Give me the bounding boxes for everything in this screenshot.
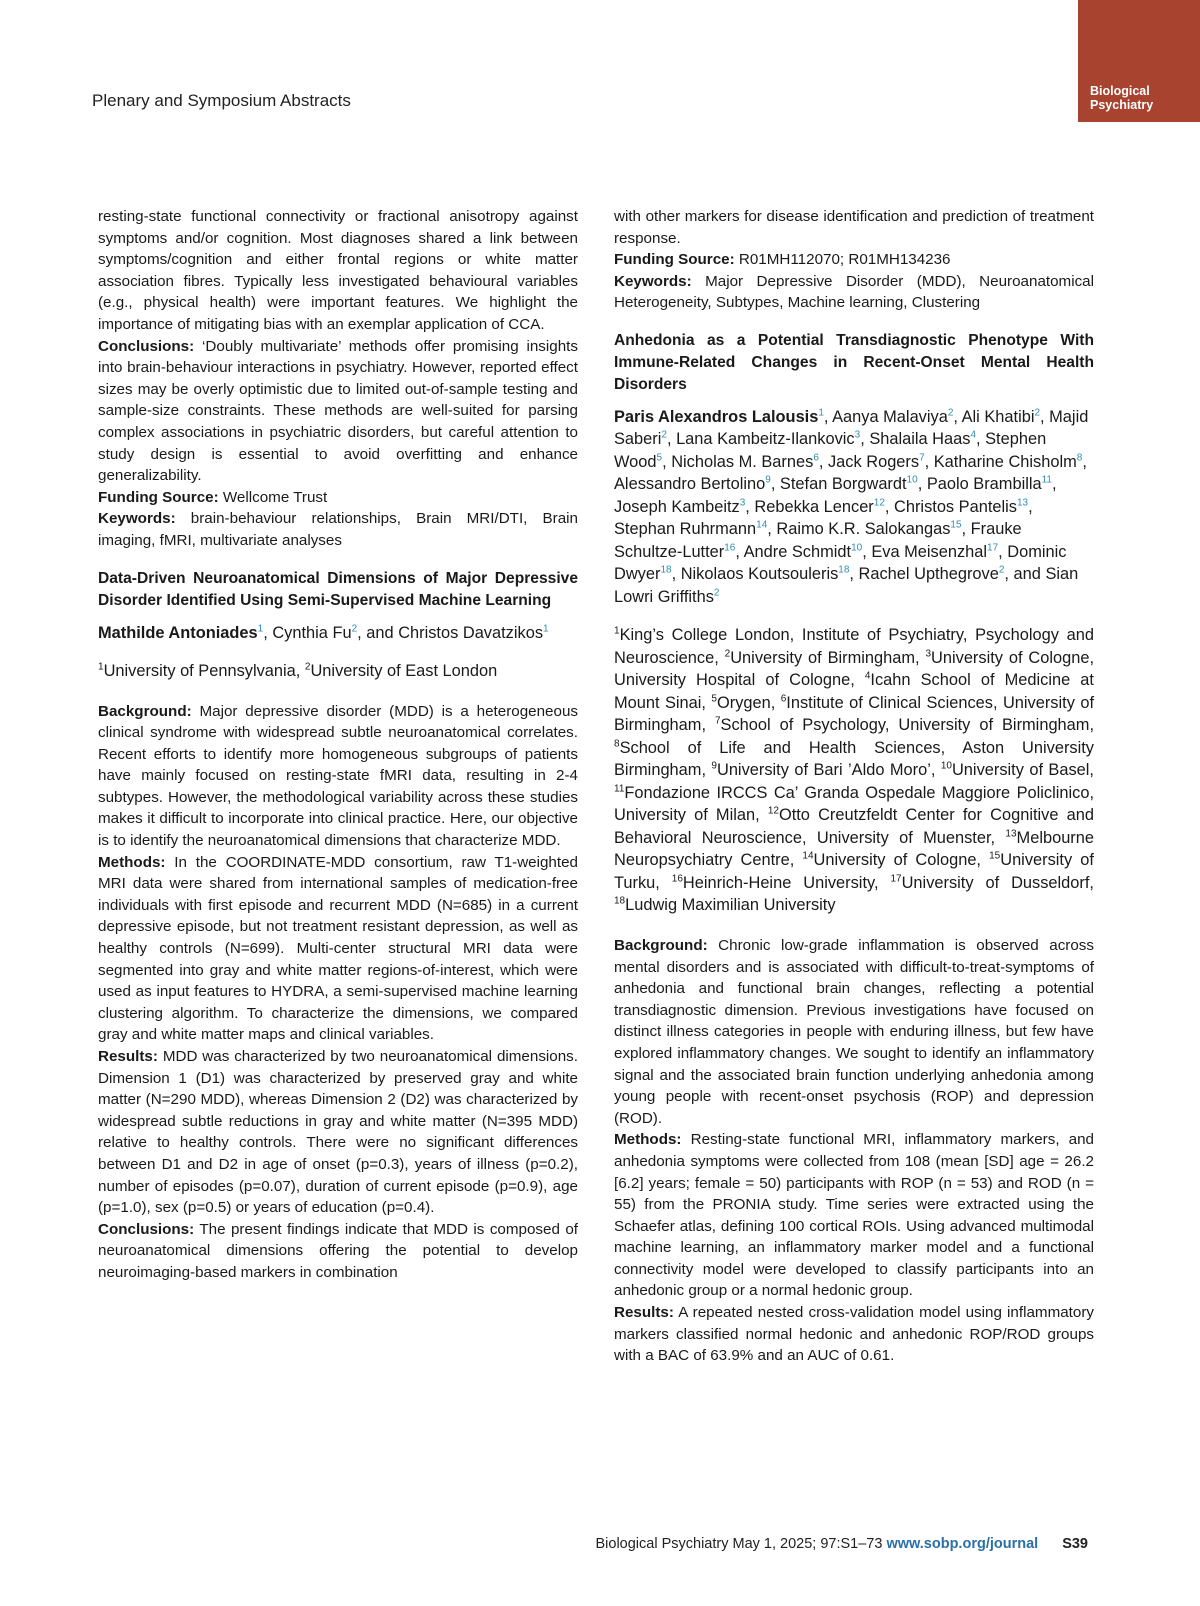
author-affiliation-marker: 17	[987, 542, 999, 554]
section-text: Wellcome Trust	[218, 488, 328, 506]
author-name: Christos Davatzikos	[398, 623, 544, 642]
author-affiliation-marker: 13	[1017, 497, 1029, 509]
abstract1-conclusions	[98, 336, 578, 487]
running-header: Plenary and Symposium Abstracts	[92, 91, 351, 110]
author-separator: ,	[849, 565, 859, 584]
author-name: Andre Schmidt	[743, 542, 852, 561]
affiliation-marker: 14	[802, 851, 814, 862]
author-affiliation-marker: 12	[873, 497, 885, 509]
author-name: Frauke Schultze-Lutter	[614, 520, 1022, 561]
abstract2-affiliations	[98, 660, 578, 683]
author-name: Lana Kambeitz-Ilankovic	[676, 430, 855, 449]
affiliation-text: Institute of Clinical Sciences, University of Birmingham,	[614, 693, 1094, 735]
author-affiliation-marker: 4	[970, 430, 977, 441]
author-name: Mathilde Antoniades	[98, 623, 258, 642]
affiliation-text: Fondazione IRCCS Ca’ Granda Ospedale Maggiore Policlinico, University of Milan,	[614, 783, 1094, 825]
section-text: A repeated nested cross-validation model using inflammatory markers classified normal hedonic and anhedonic ROP/ROD groups with a BAC of 63.9% and an AUC of 0.61.	[614, 1304, 1094, 1365]
abstract3-background	[614, 935, 1094, 1129]
author-separator: ,	[1082, 452, 1087, 471]
author-name: Joseph Kambeitz	[614, 497, 740, 516]
author-affiliation-marker: 6	[813, 452, 819, 464]
affiliation-marker: 15	[989, 851, 1001, 862]
section-label: Keywords:	[98, 510, 176, 528]
author-separator: ,	[671, 565, 681, 584]
section-label: Background:	[98, 702, 192, 720]
section-text: In the COORDINATE-MDD consortium, raw T1-weighted MRI data were shared from international samples of medication-free individuals with first episode and recurrent MDD (N=685) in a current depressive episode, but not treatment resistant depression, as well as healthy controls (N=699). Multi-center structural MRI data were segmented into gray and white matter regions-of-interest, which were used as input features to HYDRA, a semi-supervised machine learning clustering algorithm. To characterize the dimensions, we compared gray and white matter maps and clinical variables.	[98, 853, 578, 1044]
author-separator: ,	[1040, 407, 1050, 426]
affiliation-marker: 6	[780, 693, 787, 705]
author-separator: , and	[357, 623, 399, 642]
abstract2-funding	[614, 249, 1094, 271]
author-separator: ,	[976, 430, 986, 449]
affiliation-marker: 9	[711, 761, 717, 772]
journal-link[interactable]: www.sobp.org/journal	[886, 1536, 1039, 1552]
author-separator: ,	[924, 452, 934, 471]
author-affiliation-marker: 2	[351, 623, 358, 635]
author-separator: ,	[770, 475, 780, 494]
affiliation-text: Melbourne Neuropsychiatry Centre,	[614, 828, 1094, 870]
author-separator: ,	[1028, 497, 1033, 516]
section-text: ‘Doubly multivariate’ methods offer promising insights into brain-behaviour interactions in psychiatry. However, reported effect sizes may be overly optimistic due to limited out-of-sample testing and sample-size constraints. These methods are well-suited for parsing complex associations in psychiatric disorders, but careful attention to study design is essential to avoid overfitting and enhance generalizability.	[98, 337, 578, 485]
author-affiliation-marker: 2	[947, 407, 954, 419]
author-affiliation-marker: 11	[1041, 475, 1052, 486]
author-separator: ,	[998, 542, 1008, 561]
author-name: Cynthia Fu	[272, 623, 352, 642]
author-separator: ,	[953, 407, 962, 426]
author-separator: ,	[767, 520, 777, 539]
abstract2-keywords	[614, 271, 1094, 314]
affiliation-marker: 3	[925, 648, 932, 660]
abstract3-results	[614, 1302, 1094, 1367]
affiliation-text: University of Dusseldorf,	[901, 873, 1094, 892]
author-separator: ,	[666, 430, 677, 449]
author-name: Nikolaos Koutsouleris	[680, 565, 839, 584]
author-name: Sian Lowri Griffiths	[614, 565, 1079, 606]
author-name: Shalaila Haas	[869, 430, 971, 449]
affiliation-text: Heinrich-Heine University,	[682, 873, 891, 892]
author-affiliation-marker: 2	[661, 430, 667, 441]
section-text: Resting-state functional MRI, inflammatory markers, and anhedonia symptoms were collected from 108 (mean [SD] age = 26.2 [6.2] years; female = 50) participants with ROP (n = 53) and ROD (n = 55) from the PRONIA study. Time series were extracted using the Schaefer atlas, defining 100 cortical ROIs. Using advanced multimodal machine learning, an inflammatory marker model and a functional connectivity model were developed to classify participants into an anhedonic group or a normal hedonic group.	[614, 1131, 1094, 1300]
author-affiliation-marker: 15	[950, 520, 962, 531]
author-name: Raimo K.R. Salokangas	[776, 520, 951, 539]
author-name: Dominic Dwyer	[614, 542, 1067, 584]
abstract3-methods	[614, 1129, 1094, 1302]
author-name: Rebekka Lencer	[754, 497, 874, 516]
abstract2-background	[98, 701, 578, 852]
affiliation-marker: 17	[890, 873, 902, 885]
author-separator: ,	[884, 497, 895, 516]
section-label: Funding Source:	[614, 251, 735, 269]
abstract3-authors	[614, 406, 1094, 609]
author-name: Nicholas M. Barnes	[671, 452, 814, 471]
abstract2-conclusions	[98, 1219, 578, 1284]
author-name: Majid Saberi	[614, 407, 1089, 449]
section-label: Conclusions:	[98, 337, 195, 355]
brand-line-2: Psychiatry	[1090, 98, 1154, 112]
affiliation-marker: 4	[864, 671, 871, 682]
affiliation-marker: 8	[614, 738, 620, 750]
section-text: Major depressive disorder (MDD) is a heterogeneous clinical syndrome with widespread subtle neuroanatomical correlates. Recent efforts to identify more homogeneous subgroups of patients have mainly focused on resting-state fMRI data, resulting in 2-4 subtypes. However, the methodological variability across these studies makes it difficult to incorporate into clinical practice. Here, our objective is to identify the neuroanatomical dimensions that characterize MDD.	[98, 702, 578, 850]
affiliation-text: University of Cologne, University Hospital of Cologne,	[614, 648, 1095, 690]
affiliation-text: University of East London	[310, 662, 498, 680]
author-name: Christos Pantelis	[894, 497, 1017, 516]
affiliation-marker: 12	[767, 806, 779, 817]
section-label: Keywords:	[614, 272, 692, 290]
author-affiliation-marker: 2	[998, 565, 1005, 576]
abstract1-keywords	[98, 508, 578, 551]
journal-brand-text	[1090, 84, 1153, 112]
author-separator: ,	[917, 475, 927, 494]
author-separator: ,	[823, 407, 833, 426]
journal-brand-tab	[1078, 0, 1200, 122]
section-text: Major Depressive Disorder (MDD), Neuroanatomical Heterogeneity, Subtypes, Machine learning, Clustering	[614, 272, 1094, 312]
author-affiliation-marker: 1	[257, 623, 264, 635]
affiliation-marker: 1	[614, 626, 620, 637]
affiliation-marker: 1	[98, 661, 104, 673]
abstract2-methods	[98, 852, 578, 1046]
abstract1-continuation: resting-state functional connectivity or fractional anisotropy against symptoms and/or cognition. Most diagnoses shared a link between symptoms/cognition and either frontal regions or white matter association fibres. Typically less investigated behavioural variables (e.g., physical health) were important features. We highlight the importance of mitigating bias with an exemplar application of CCA.	[98, 208, 578, 333]
section-label: Methods:	[614, 1131, 682, 1149]
abstract2-authors	[98, 622, 578, 645]
section-text: brain-behaviour relationships, Brain MRI/DTI, Brain imaging, fMRI, multivariate analyses	[98, 510, 578, 549]
affiliation-text: Ludwig Maximilian University	[625, 896, 836, 915]
affiliation-marker: 18	[614, 896, 626, 907]
affiliation-text: School of Psychology, University of Birmingham,	[720, 716, 1094, 735]
author-name: Rachel Upthegrove	[858, 565, 999, 584]
author-separator: ,	[860, 430, 870, 449]
right-column	[614, 206, 1094, 1367]
abstract2-results	[98, 1046, 578, 1219]
affiliation-marker: 16	[671, 873, 683, 885]
section-label: Results:	[614, 1304, 674, 1322]
author-name: Stefan Borgwardt	[779, 475, 907, 494]
author-name: Paolo Brambilla	[926, 475, 1042, 494]
affiliation-text: Icahn School of Medicine at Mount Sinai,	[614, 671, 1094, 712]
author-affiliation-marker: 16	[724, 542, 736, 554]
author-name: Paris Alexandros Lalousis	[614, 407, 819, 426]
section-label: Funding Source:	[98, 488, 219, 506]
author-separator: ,	[818, 452, 828, 471]
section-label: Methods:	[98, 853, 166, 871]
author-affiliation-marker: 9	[765, 475, 771, 486]
section-text: R01MH112070; R01MH134236	[734, 251, 951, 269]
author-name: Alessandro Bertolino	[614, 475, 766, 494]
affiliation-text: University of Birmingham,	[730, 648, 926, 667]
author-separator: ,	[1052, 475, 1057, 494]
author-separator: ,	[862, 542, 872, 561]
affiliation-marker: 11	[614, 783, 625, 795]
affiliation-text: University of Bari ’Aldo Moro’,	[716, 761, 941, 780]
author-name: Eva Meisenzhal	[871, 542, 988, 561]
section-text: The present findings indicate that MDD is composed of neuroanatomical dimensions offering the potential to develop neuroimaging-based markers in combination	[98, 1220, 578, 1281]
author-affiliation-marker: 2	[1034, 407, 1041, 419]
section-text: Chronic low-grade inflammation is observed across mental disorders and is associated with difficult-to-treat-symptoms of anhedonia and functional brain changes, reflecting a potential transdiagnostic dimension. Previous investigations have focused on distinct illness categories in people with enduring illness, but few have explored inflammatory changes. We sought to identify an inflammatory signal and the associated brain function underlying anhedonia among young people with recent-onset psychosis (ROP) and depression (ROD).	[614, 936, 1094, 1127]
section-label: Results:	[98, 1048, 158, 1065]
brand-line-1: Biological	[1090, 84, 1150, 98]
author-name: Stephan Ruhrmann	[614, 520, 757, 539]
author-affiliation-marker: 18	[838, 565, 850, 576]
affiliation-text: Otto Creutzfeldt Center for Cognitive and Behavioral Neuroscience, University of Muenster,	[614, 806, 1094, 847]
affiliation-marker: 5	[711, 693, 717, 705]
author-affiliation-marker: 1	[818, 407, 824, 419]
affiliation-text: University of Turku,	[614, 851, 1094, 892]
author-affiliation-marker: 7	[919, 452, 925, 464]
author-separator: ,	[263, 623, 273, 642]
author-separator: ,	[745, 497, 755, 516]
left-column	[98, 206, 578, 1284]
author-affiliation-marker: 1	[543, 623, 549, 635]
abstract3-title: Anhedonia as a Potential Transdiagnostic Phenotype With Immune-Related Changes in Recent-Onset Mental Health Disorders	[614, 331, 1094, 393]
author-affiliation-marker: 2	[713, 587, 720, 599]
footer-citation: Biological Psychiatry May 1, 2025; 97:S1–73	[595, 1536, 887, 1552]
author-separator: , and	[1004, 565, 1046, 584]
section-label: Conclusions:	[98, 1220, 195, 1238]
author-affiliation-marker: 10	[906, 475, 918, 486]
affiliation-marker: 7	[714, 716, 721, 727]
author-separator: ,	[961, 520, 971, 539]
affiliation-text: School of Life and Health Sciences, Aston University Birmingham,	[614, 738, 1094, 780]
author-separator: ,	[735, 542, 744, 561]
author-name: Aanya Malaviya	[832, 407, 948, 426]
section-label: Background:	[614, 936, 708, 954]
author-affiliation-marker: 8	[1076, 452, 1083, 464]
affiliation-marker: 10	[940, 761, 952, 772]
author-separator: ,	[662, 452, 672, 471]
author-affiliation-marker: 14	[756, 520, 768, 531]
affiliation-text: University of Basel,	[951, 761, 1094, 780]
abstract1-funding	[98, 487, 578, 509]
author-affiliation-marker: 10	[851, 542, 863, 554]
author-name: Katharine Chisholm	[933, 452, 1077, 471]
author-name: Jack Rogers	[827, 452, 920, 471]
affiliation-marker: 2	[724, 648, 731, 660]
section-text: MDD was characterized by two neuroanatomical dimensions. Dimension 1 (D1) was characterized by preserved gray and white matter (N=290 MDD), whereas Dimension 2 (D2) was characterized by widespread subtle reductions in gray and white matter (N=395 MDD) relative to healthy controls. There were no significant differences between D1 and D2 in age of onset (p=0.3), years of illness (p=0.2), number of episodes (p=0.07), duration of current episode (p=0.9), age (p=1.0), sex (p=0.5) or years of education (p=0.4).	[98, 1048, 578, 1217]
author-affiliation-marker: 5	[656, 452, 663, 464]
author-name: Ali Khatibi	[961, 407, 1035, 426]
affiliation-text: University of Pennsylvania,	[103, 662, 305, 680]
author-affiliation-marker: 3	[854, 430, 861, 441]
affiliation-marker: 13	[1005, 828, 1017, 840]
affiliation-text: University of Cologne,	[813, 851, 990, 870]
page-footer	[595, 1536, 1088, 1552]
page-number: S39	[1062, 1536, 1088, 1552]
affiliation-text: Orygen,	[716, 693, 781, 712]
affiliation-text: King’s College London, Institute of Psychiatry, Psychology and Neuroscience,	[614, 626, 1094, 667]
author-affiliation-marker: 3	[739, 497, 746, 509]
affiliation-marker: 2	[304, 661, 311, 673]
abstract2-title: Data-Driven Neuroanatomical Dimensions of Major Depressive Disorder Identified Using Semi-Supervised Machine Learning	[98, 569, 578, 609]
author-affiliation-marker: 18	[660, 565, 672, 576]
abstract3-affiliations	[614, 624, 1094, 917]
author-name: Stephen Wood	[614, 430, 1047, 471]
abstract2-continuation: with other markers for disease identification and prediction of treatment response.	[614, 208, 1094, 247]
